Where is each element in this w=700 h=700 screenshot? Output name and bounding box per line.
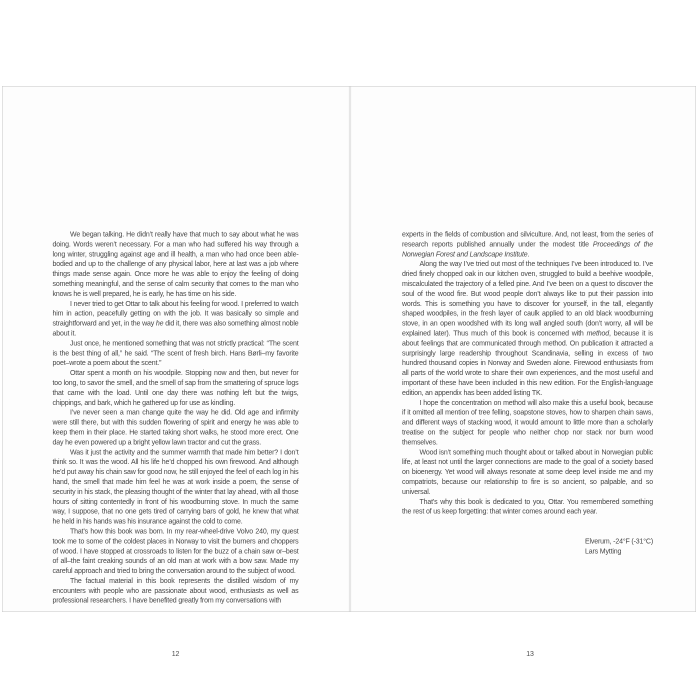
paragraph: experts in the fields of combustion and silviculture. And, not least, from the series of research reports published annually under the modest title Proceedings of the Norwegian Forest and Landscape Institute. [402,230,653,258]
signature-location: Elverum, -24°F (-31°C) [584,537,653,546]
paragraph: I’ve never seen a man change quite the way he did. Old age and infirmity were still there, but with this sudden flowering of spirit and energy he was able to keep them in their place. He started taking short walks, he stood more erect. One day he even powered up a bright yellow lawn tractor and cut the grass. [52,408,299,446]
paragraph: I hope the concentration on method will also make this a useful book, because if it omitted all mention of tree felling, soapstone stoves, how to sharpen chain saws, and different ways of stacking wood, it would amount to little more than a scholarly treatise on the subject for people who neither chop nor stack nor burn wood themselves. [402,398,653,446]
page-left-text-column [53,230,299,606]
paragraph: I never tried to get Ottar to talk about his feeling for wood. I preferred to watch him in action, peacefully getting on with the job. It was basically so simple and straightforward and yet, in the way he did it, there was also something almost noble about it. [52,299,299,337]
page-left-paragraphs [53,230,299,606]
paragraph: Along the way I’ve tried out most of the techniques I’ve been introduced to. I’ve dried finely chopped oak in our kitchen oven, struggled to build a beehive woodpile, miscalculated the trajectory of a felled pine. And I’ve been on a quest to discover the soul of the wood fire. But wood people don’t always like to put their passion into words. This is something you have to discover for yourself, in the tall, elegantly shaped woodpiles, in the fresh layer of caulk applied to an old black woodburning stove, in an open woodshed with its long wall angled south (don’t worry, all will be explained later). Thus much of this book is concerned with method, because it is about feelings that are communicated through method. On publication it attracted a surprisingly large readership throughout Scandinavia, selling in excess of two hundred thousand copies in Norway and Sweden alone. Firewood enthusiasts from all parts of the world wrote to share their own experiences, and the most useful and important of these have been included in this new edition. For the English-language edition, an appendix has been added listing TK. [402,259,653,397]
paragraph: We began talking. He didn’t really have that much to say about what he was doing. Words weren’t necessary. For a man who had suffered his way through a long winter, struggling against age and ill health, a man who had once been able-bodied and up to the challenge of any physical labor, here at last was a job where things made sense again. Once more he was able to enjoy the feeling of doing something meaningful, and the sense of calm security that comes to the man who knows he is well prepared, he is early, he has time on his side. [52,230,299,298]
page-right-text-column [402,230,653,557]
page-number-left: 12 [171,649,180,658]
page-right [350,87,697,612]
paragraph: Just once, he mentioned something that was not strictly practical: “The scent is the best thing of all,” he said. “The scent of fresh birch. Hans Børli–my favorite poet–wrote a poem about the scent.” [52,338,299,367]
paragraph: Was it just the activity and the summer warmth that made him better? I don’t think so. It was the wood. All his life he’d chopped his own firewood. And although he’d put away his chain saw for good now, he still enjoyed the feel of each log in his hand, the smell that made him feel he was at work inside a poem, the sense of security in his stack, the pleasing thought of the winter that lay ahead, with all those hours of sitting contentedly in front of his woodburning stove. In much the same way, I suppose, that no one gets tired of carrying bars of gold, he knew that what he held in his hands was his insurance against the cold to come. [52,447,299,526]
signature-block [585,537,653,557]
book-spread [2,86,696,658]
signature-author: Lars Mytting [584,546,622,555]
paragraph: The factual material in this book represents the distilled wisdom of my encounters with people who are passionate about wood, enthusiasts as well as professional researchers. I have benefited greatly from my conversations with [52,576,299,605]
paragraph: That’s how this book was born. In my rear-wheel-drive Volvo 240, my quest took me to some of the coldest places in Norway to visit the burners and choppers of wood. I have stopped at crossroads to listen for the buzz of a chain saw or–best of all–the faint creaking sounds of an old man at work with a bow saw. Made my careful approach and tried to bring the conversation around to the subject of wood. [52,526,299,575]
paragraph: Wood isn’t something much thought about or talked about in Norwegian public life, at least not until the larger connections are made to the goal of a society based on bioenergy. Yet wood will always resonate at some deep level inside me and my compatriots, because our relationship to fire is so ancient, so palpable, and so universal. [402,447,653,496]
paragraph: That’s why this book is dedicated to you, Ottar. You remembered something the rest of us keep forgetting: that winter comes around each year. [402,497,653,516]
page-left [3,87,350,612]
paragraph: Ottar spent a month on his woodpile. Stopping now and then, but never for too long, to savor the smell, and the smell of sap from the smattering of spruce logs that came with the load. Until one day there was nothing left but the twigs, chippings, and bark, which he gathered up for use as kindling. [52,368,299,407]
page-number-right: 13 [526,649,534,658]
page-right-paragraphs [402,230,653,517]
